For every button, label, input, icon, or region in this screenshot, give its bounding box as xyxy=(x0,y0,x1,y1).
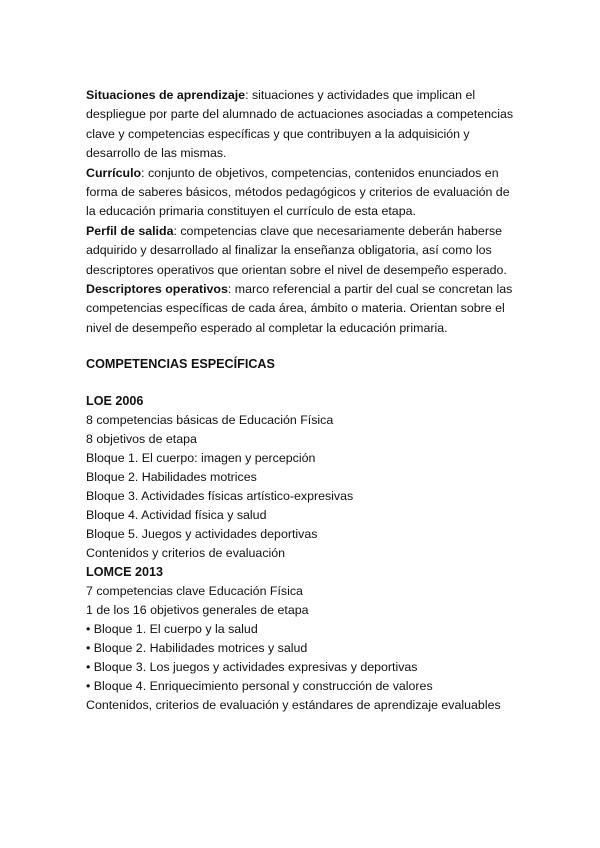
definition-text: : situaciones y actividades que implican el despliegue por parte del alumnado de actuaciones asociadas a competencias clave y competencias específicas y que contribuyen a la adquisición y desarrollo de las mismas. xyxy=(86,88,514,161)
definition-text: : conjunto de objetivos, competencias, contenidos enunciados en forma de saberes básicos, métodos pedagógicos y criterios de evaluación de la educación primaria constituyen el currículo de esta etapa. xyxy=(86,165,510,219)
definition-term: Perfil de salida xyxy=(86,223,174,238)
loe-line: Contenidos y criterios de evaluación xyxy=(86,546,286,561)
lomce-line: 7 competencias clave Educación Física xyxy=(86,584,303,599)
definition-term: Descriptores operativos xyxy=(86,282,228,297)
loe-line: 8 competencias básicas de Educación Física xyxy=(86,413,334,428)
lomce-line: • Bloque 3. Los juegos y actividades expresivas y deportivas xyxy=(86,660,418,675)
definition-term: Currículo xyxy=(86,165,142,180)
loe-line: Bloque 5. Juegos y actividades deportivas xyxy=(86,527,318,542)
definition-descriptores xyxy=(86,280,516,338)
definition-situaciones xyxy=(86,86,516,164)
loe-line: Bloque 2. Habilidades motrices xyxy=(86,470,257,485)
loe-line: Bloque 4. Actividad física y salud xyxy=(86,508,267,523)
definition-term: Situaciones de aprendizaje xyxy=(86,88,246,102)
definition-perfil-salida xyxy=(86,222,516,280)
lomce-title: LOMCE 2013 xyxy=(86,565,163,580)
lomce-line: Contenidos, criterios de evaluación y estándares de aprendizaje evaluables xyxy=(86,698,501,713)
definition-text: : competencias clave que necesariamente deberán haberse adquirido y desarrollado al finalizar la enseñanza obligatoria, así como los descriptores operativos que orientan sobre el nivel de desempeño esperado. xyxy=(86,223,507,277)
section-title: COMPETENCIAS ESPECÍFICAS xyxy=(86,357,275,372)
document-page xyxy=(86,86,516,715)
loe-line: 8 objetivos de etapa xyxy=(86,432,197,447)
lomce-line: • Bloque 1. El cuerpo y la salud xyxy=(86,622,258,637)
loe-line: Bloque 3. Actividades físicas artístico-expresivas xyxy=(86,489,354,504)
lomce-line: • Bloque 2. Habilidades motrices y salud xyxy=(86,641,308,656)
loe-line: Bloque 1. El cuerpo: imagen y percepción xyxy=(86,451,316,466)
loe-title: LOE 2006 xyxy=(86,394,144,409)
definition-text: : marco referencial a partir del cual se concretan las competencias específicas de cada área, ámbito o materia. Orientan sobre el nivel de desempeño esperado al completar la educación primaria. xyxy=(86,282,513,335)
lomce-line: 1 de los 16 objetivos generales de etapa xyxy=(86,603,309,618)
definition-curriculo xyxy=(86,164,516,222)
lomce-line: • Bloque 4. Enriquecimiento personal y construcción de valores xyxy=(86,679,433,694)
